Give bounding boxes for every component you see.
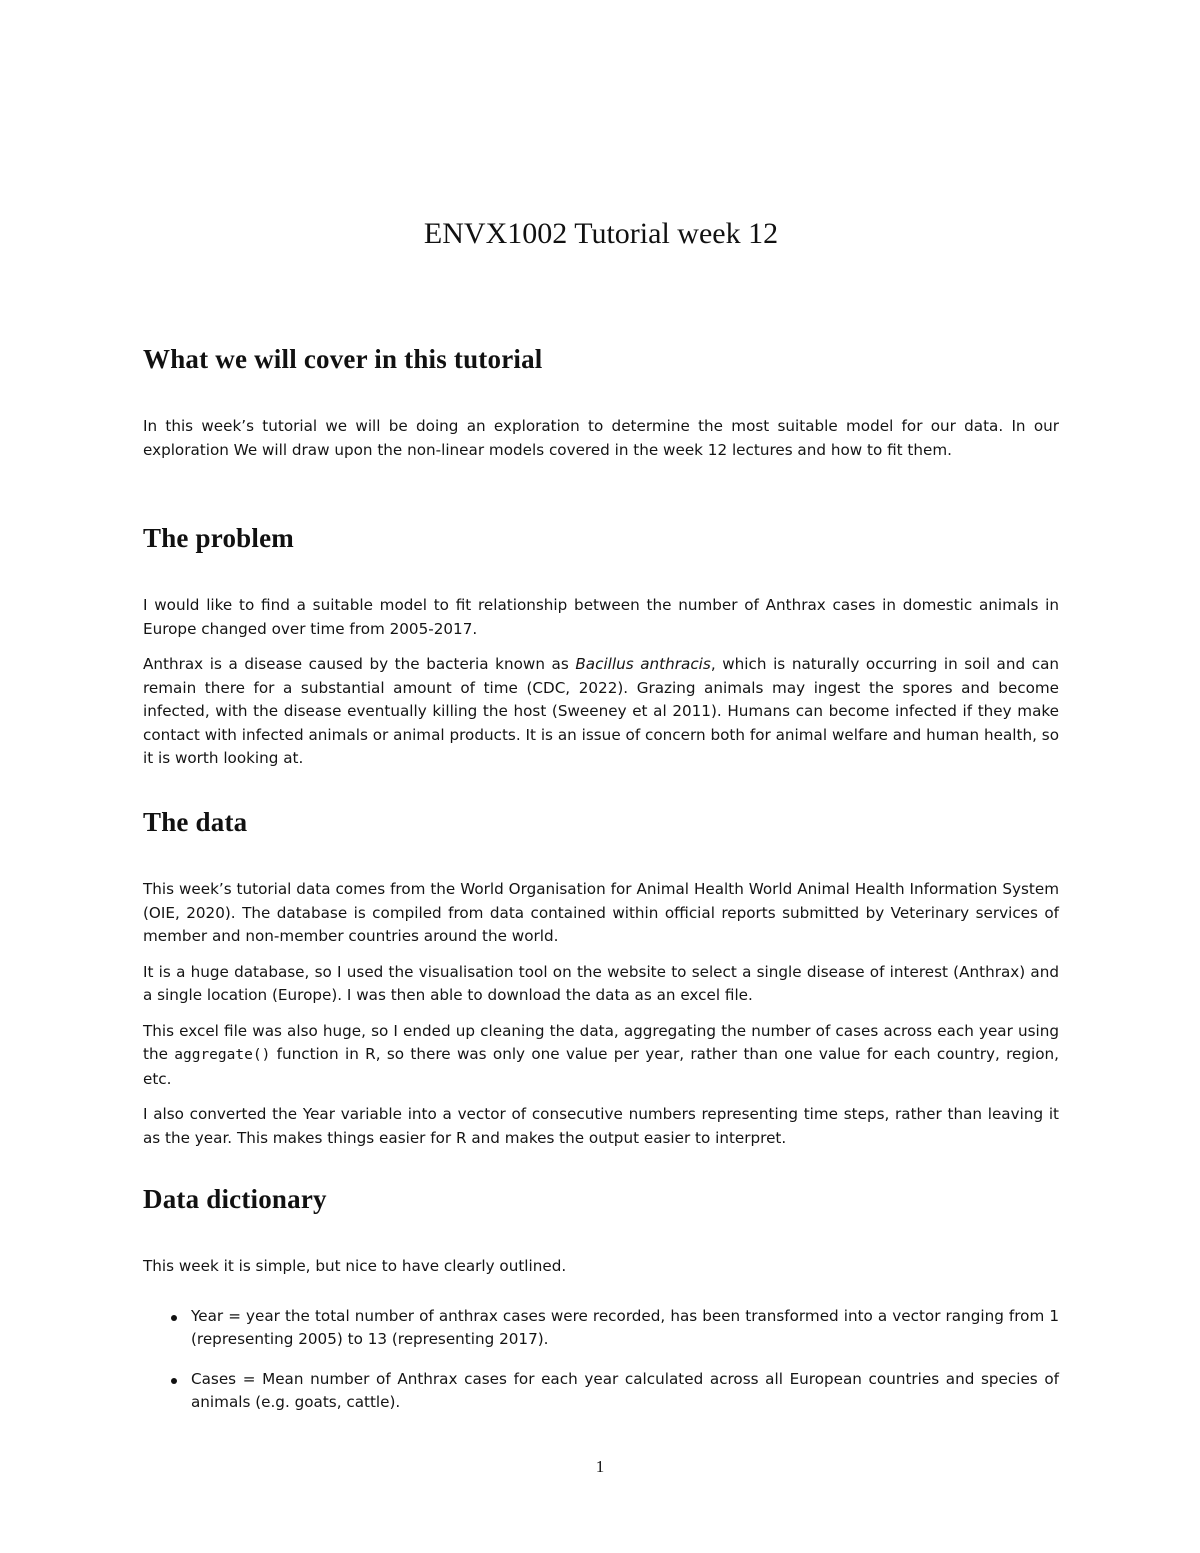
section-dictionary	[143, 1182, 1059, 1415]
section-heading-dictionary: Data dictionary	[143, 1184, 327, 1214]
section-heading-data: The data	[143, 807, 248, 837]
dictionary-item-cases: Cases = Mean number of Anthrax cases for each year calculated across all European countries and species of animals (e.g. goats, cattle).	[191, 1369, 1059, 1411]
data-p3-text-after: function in R, so there was only one value per year, rather than one value for each country, region, etc.	[143, 1045, 1059, 1088]
cover-paragraph: In this week’s tutorial we will be doing an exploration to determine the most suitable model for our data. In our exploration We will draw upon the non-linear models covered in the week 12 lectures and how to fit them.	[143, 417, 1059, 459]
section-heading-problem: The problem	[143, 523, 294, 553]
problem-paragraph-1: I would like to find a suitable model to fit relationship between the number of Anthrax cases in domestic animals in Europe changed over time from 2005-2017.	[143, 596, 1059, 638]
section-heading-cover: What we will cover in this tutorial	[143, 344, 543, 374]
bullet-icon	[171, 1378, 177, 1384]
document-title: ENVX1002 Tutorial week 12	[423, 217, 779, 250]
list-item	[143, 1368, 1059, 1415]
problem-paragraph-2	[143, 653, 1059, 771]
data-paragraph-1: This week’s tutorial data comes from the World Organisation for Animal Health World Animal Health Information System (OIE, 2020). The database is compiled from data contained within official reports submitted by Veterinary services of member and non-member countries around the world.	[143, 880, 1059, 945]
data-paragraph-3	[143, 1020, 1059, 1092]
data-p3-text-before: This excel file was also huge, so I ended up cleaning the data, aggregating the number of cases across each year using the	[143, 1021, 1059, 1063]
list-item	[143, 1305, 1059, 1352]
problem-p2-text-before: Anthrax is a disease caused by the bacteria known as	[143, 655, 576, 673]
section-problem	[143, 521, 1059, 771]
dictionary-item-year: Year = year the total number of anthrax cases were recorded, has been transformed into a vector ranging from 1 (representing 2005) to 13 (representing 2017).	[191, 1306, 1059, 1348]
section-cover	[143, 342, 1059, 462]
dictionary-list	[143, 1305, 1059, 1415]
page-number: 1	[595, 1457, 605, 1476]
section-data	[143, 805, 1059, 1150]
aggregate-function-code: aggregate()	[174, 1047, 271, 1063]
dictionary-intro: This week it is simple, but nice to have clearly outlined.	[143, 1257, 567, 1275]
bullet-icon	[171, 1315, 177, 1321]
species-name-italic: Bacillus anthracis	[575, 655, 711, 673]
problem-p2-text-after: , which is naturally occurring in soil and can remain there for a substantial amount of time (CDC, 2022). Grazing animals may ingest the spores and become infected, with the disease eventually killing the host (Sweeney et al 2011). Humans can become infected if they make contact with infected animals or animal products. It is an issue of concern both for animal welfare and human health, so it is worth looking at.	[143, 655, 1060, 767]
data-paragraph-2: It is a huge database, so I used the visualisation tool on the website to select a single disease of interest (Anthrax) and a single location (Europe). I was then able to download the data as an excel file.	[143, 962, 1059, 1004]
data-paragraph-4: I also converted the Year variable into a vector of consecutive numbers representing time steps, rather than leaving it as the year. This makes things easier for R and makes the output easier to interpret.	[143, 1105, 1059, 1147]
